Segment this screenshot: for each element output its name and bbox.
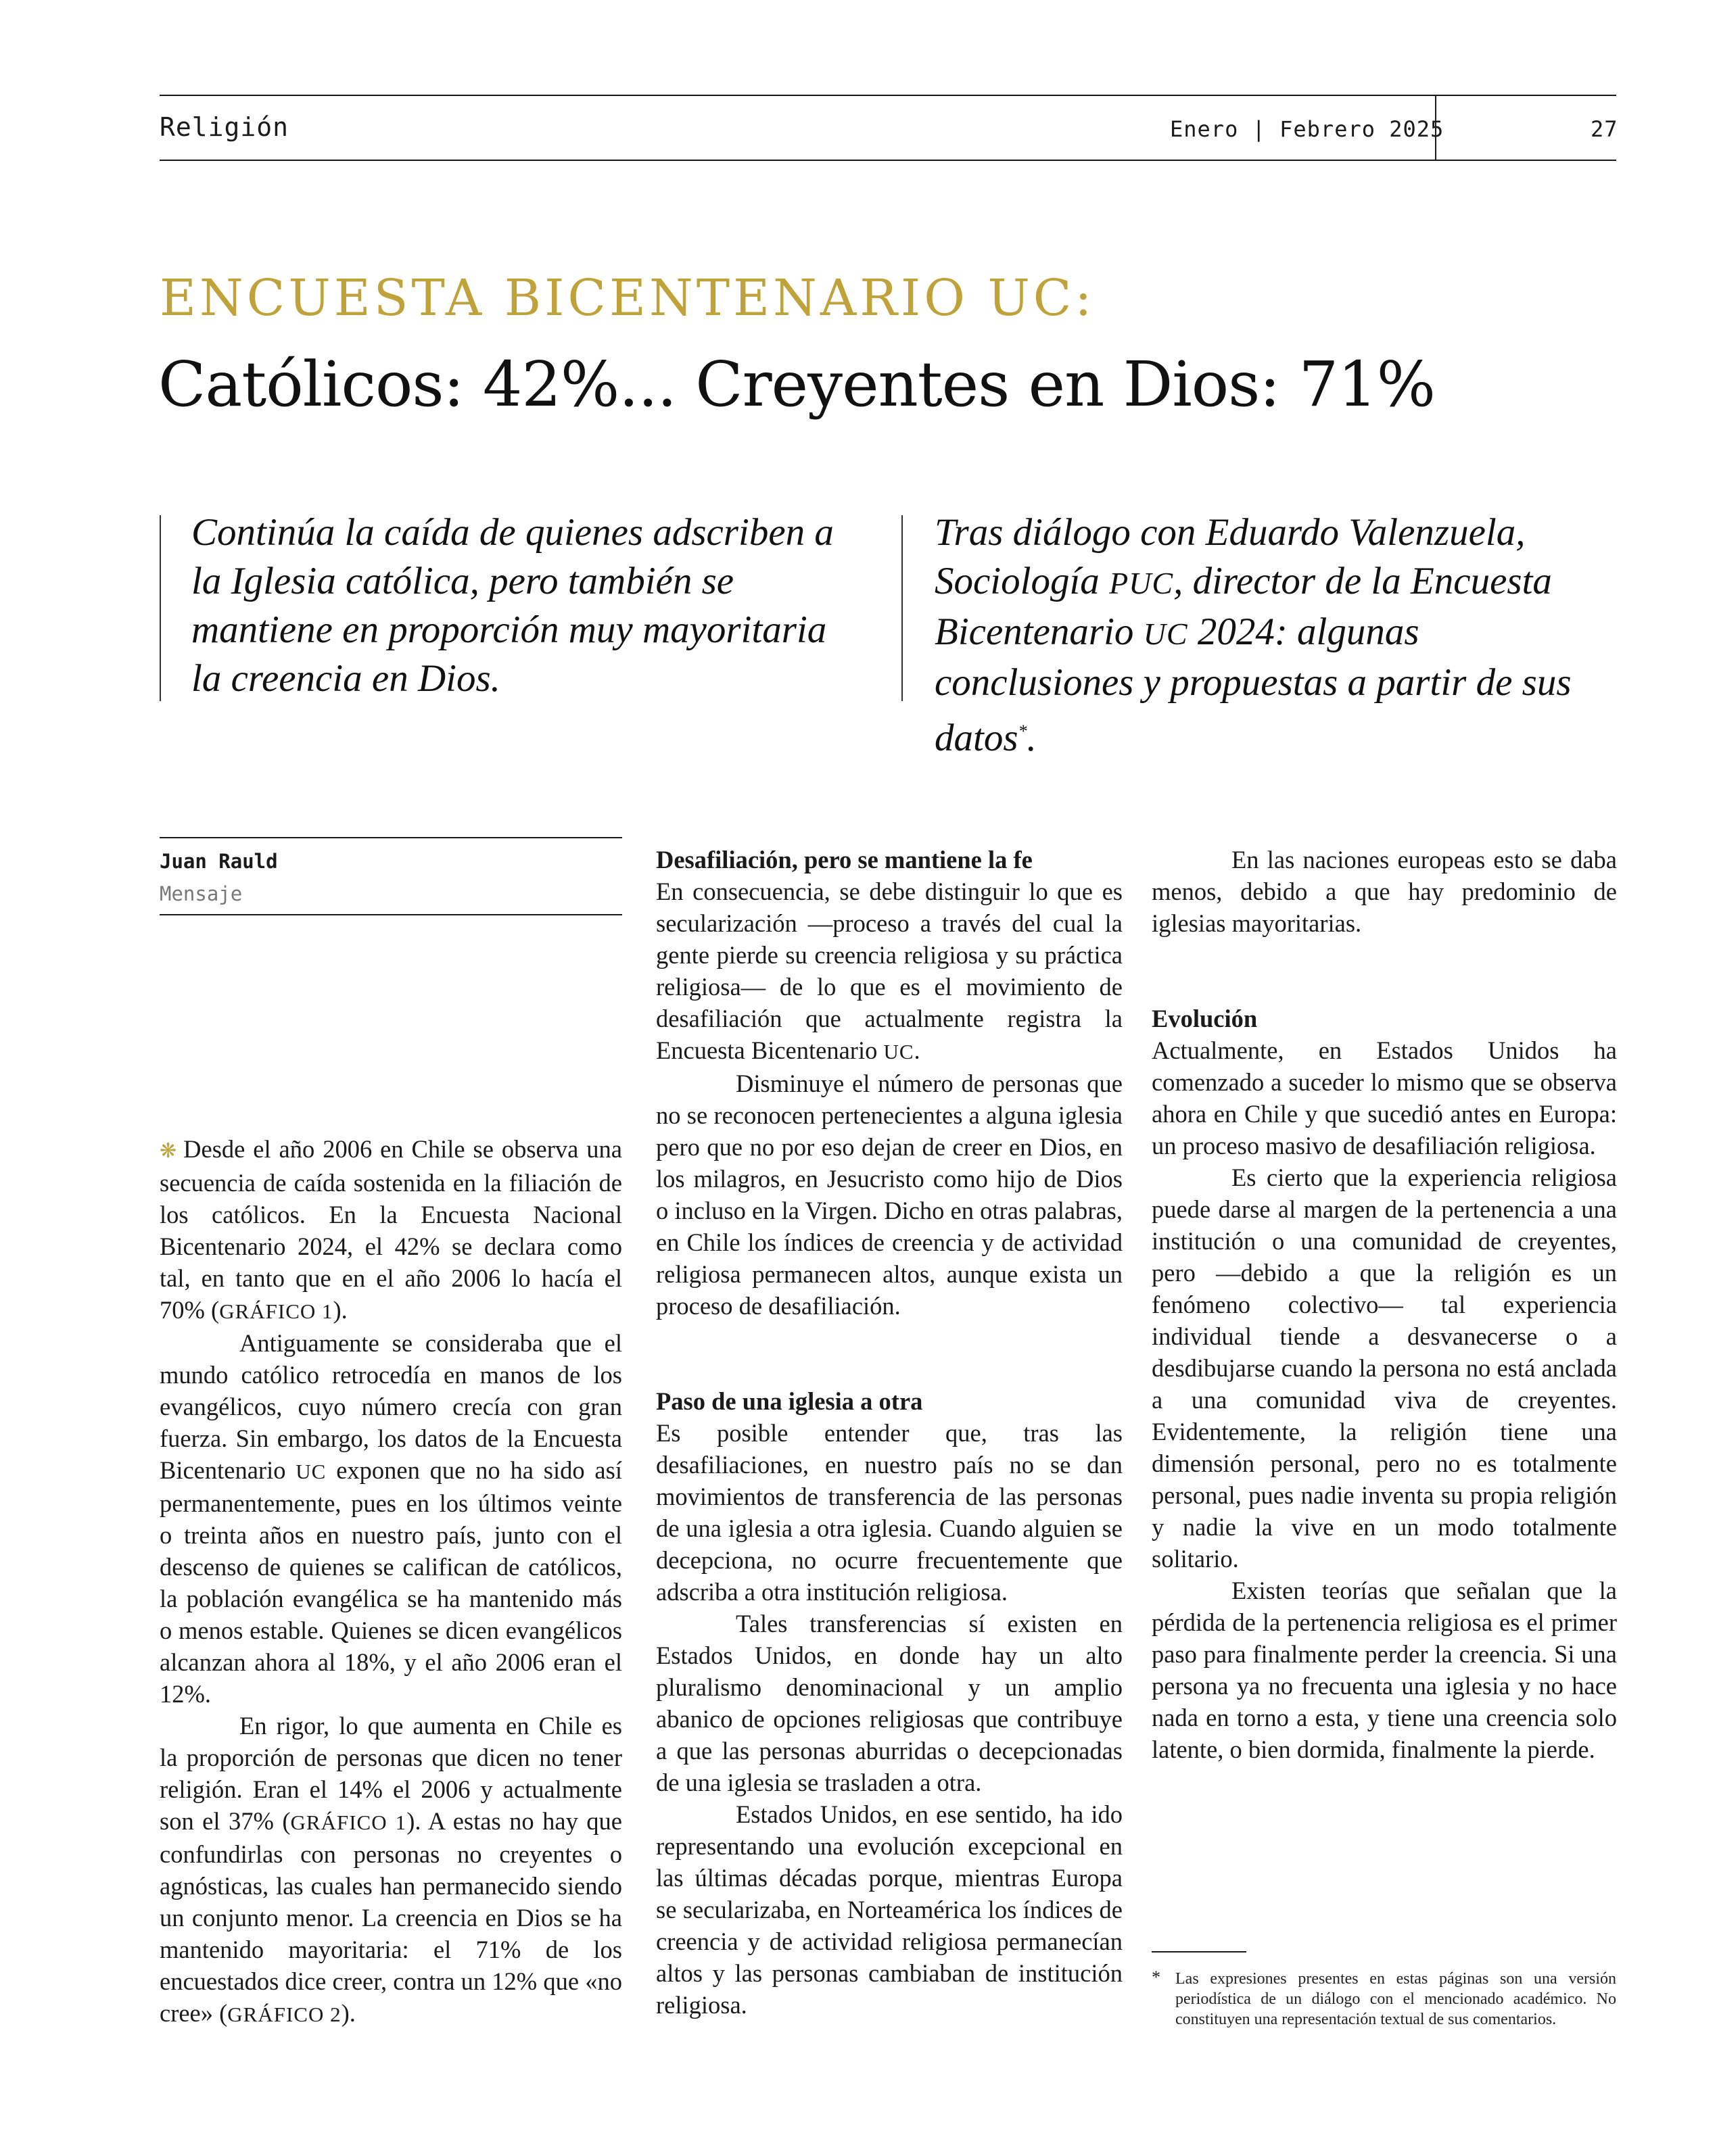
section-label: Religión xyxy=(160,112,289,142)
col2-subheading-1: Desafiliación, pero se mantiene la fe xyxy=(656,846,1033,873)
deck-right-rule xyxy=(901,515,903,701)
col1-paragraph-3 xyxy=(160,1710,622,2030)
footnote-mark: * xyxy=(1152,1967,1160,1987)
deck-right-text-1: Tras diálogo con Eduardo Valenzuela, Sociología xyxy=(935,511,1526,602)
author-name: Juan Rauld xyxy=(160,850,278,873)
header-bottom-rule xyxy=(160,160,1616,161)
footnote-rule xyxy=(1152,1951,1246,1953)
col2-gap xyxy=(656,1322,1123,1385)
deck-right-end: . xyxy=(1027,717,1037,759)
col3-gap xyxy=(1152,939,1617,1003)
col2-p1-uc: UC xyxy=(883,1040,914,1063)
author-publication: Mensaje xyxy=(160,882,243,905)
col2-paragraph-3: Es posible entender que, tras las desafiliaciones, en nuestro país no se dan movimientos de transferencia de las personas de una iglesia a otra iglesia. Cuando alguien se decepciona, no ocurre frecuentemente que adscriba a otra institución religiosa. xyxy=(656,1419,1123,1606)
col2-paragraph-2: Disminuye el número de personas que no se reconocen pertenecientes a alguna iglesia pero que no por eso dejan de creer en Dios, en los milagros, en Jesucristo como hijo de Dios o incluso en la Virgen. Dicho en otras palabras, en Chile los índices de creencia y de actividad religiosa permanecen altos, aunque exista un proceso de desafiliación. xyxy=(656,1070,1123,1320)
column-3 xyxy=(1152,844,1617,1765)
col1-paragraph-2 xyxy=(160,1327,622,1710)
deck-footnote-mark[interactable]: * xyxy=(1018,721,1027,741)
deck-left: Continúa la caída de quienes adscriben a la Iglesia católica, pero también se mantiene en proporción muy mayoritaria la creencia en Dios. xyxy=(191,511,834,700)
col1-p3-end: ). xyxy=(341,1999,356,2027)
deck-left-rule xyxy=(160,515,161,701)
col2-paragraph-4: Tales transferencias sí existen en Estados Unidos, en donde hay un alto pluralismo denominacional y un amplio abanico de opciones religiosas que contribuye a que las personas aburridas o decepcionadas de una iglesia se trasladen a otra. xyxy=(656,1610,1123,1796)
start-ornament-icon: ❋ xyxy=(160,1140,177,1162)
col1-p2-text-b: exponen que no ha sido así permanentemente, pues en los últimos veinte o treinta años en nuestro país, junto con el descenso de quienes se califican de católicos, la población evangélica se ha mantenido más o menos estable. Quienes se dicen evangélicos alcanzan ahora al 18%, y el año 2006 eran el 12%. xyxy=(160,1456,622,1708)
col1-p1-text: Desde el año 2006 en Chile se observa una secuencia de caída sostenida en la filiación de los católicos. En la Encuesta Nacional Bicentenario 2024, el 42% se declara como tal, en tanto que en el año 2006 lo hacía el 70% ( xyxy=(160,1135,622,1324)
author-bottom-rule xyxy=(160,914,622,915)
deck-right-uc: UC xyxy=(1143,617,1188,651)
col2-subheading-2: Paso de una iglesia a otra xyxy=(656,1387,923,1415)
col1-p3-chart-ref-2: GRÁFICO 2 xyxy=(227,2003,342,2026)
col3-paragraph-2: Actualmente, en Estados Unidos ha comenzado a suceder lo mismo que se observa ahora en Chile y que sucedió antes en Europa: un proceso masivo de desafiliación religiosa. xyxy=(1152,1036,1617,1159)
col3-paragraph-4: Existen teorías que señalan que la pérdida de la pertenencia religiosa es el primer paso para finalmente perder la creencia. Si una persona ya no frecuenta una iglesia y no hace nada en torno a esta, y tiene una creencia solo latente, o bien dormida, finalmente la pierde. xyxy=(1152,1577,1617,1763)
deck-right-text-2: , director de la Encuesta Bicentenario xyxy=(935,560,1552,653)
footnote-text: Las expresiones presentes en estas páginas son una versión periodística de un diálogo con el mencionado académico. No constituyen una representación textual de sus comentarios. xyxy=(1175,1970,1616,2028)
col2-p1-end: . xyxy=(914,1036,920,1064)
col3-subheading-1: Evolución xyxy=(1152,1005,1258,1032)
col2-paragraph-5: Estados Unidos, en ese sentido, ha ido representando una evolución excepcional en las últimas décadas porque, mientras Europa se secularizaba, en Norteamérica los índices de creencia y de actividad religiosa permanecían altos y las personas cambiaban de institución religiosa. xyxy=(656,1800,1123,2019)
article-kicker: ENCUESTA BICENTENARIO UC: xyxy=(160,269,1096,327)
col1-p3-text-b: ). A estas no hay que confundirlas con personas no creyentes o agnósticas, las cuales han permanecido siendo un conjunto menor. La creencia en Dios se ha mantenido mayoritaria: el 71% de los encuestados dice creer, contra un 12% que «no cree» ( xyxy=(160,1807,622,2027)
col2-paragraph-1 xyxy=(656,876,1123,1068)
col3-paragraph-3: Es cierto que la experiencia religiosa puede darse al margen de la pertenencia a una institución o una comunidad de creyentes, pero —debido a que la religión es un fenómeno colectivo— tal experiencia individual tiende a desvanecerse o a desdibujarse cuando la persona no está anclada a una comunidad viva de creyentes. Evidentemente, la religión tiene una dimensión personal, pero no es totalmente personal, pues nadie inventa su propia religión y nadie la vive en un modo totalmente solitario. xyxy=(1152,1164,1617,1573)
page-number: 27 xyxy=(1591,116,1618,142)
header-top-rule xyxy=(160,95,1616,96)
col1-p2-text-a: Antiguamente se consideraba que el mundo católico retrocedía en manos de los evangélicos, cuyo número crecía con gran fuerza. Sin embargo, los datos de la Encuesta Bicentenario xyxy=(160,1329,622,1484)
deck-right xyxy=(935,508,1618,763)
column-2 xyxy=(656,844,1123,2021)
deck-right-text-3: 2024: algunas conclusiones y propuestas a partir de sus datos xyxy=(935,610,1572,759)
author-top-rule xyxy=(160,837,622,838)
col1-p3-text-a: En rigor, lo que aumenta en Chile es la proporción de personas que dicen no tener religión. Eran el 14% el 2006 y actualmente son el 37% ( xyxy=(160,1712,622,1835)
col1-p1-chart-ref: GRÁFICO 1 xyxy=(219,1299,333,1323)
col1-p2-uc: UC xyxy=(296,1460,327,1483)
issue-date: Enero | Febrero 2025 xyxy=(1170,116,1444,142)
article-headline: Católicos: 42%... Creyentes en Dios: 71% xyxy=(158,348,1436,421)
col1-p1-end: ). xyxy=(333,1296,348,1324)
byline xyxy=(160,845,278,910)
col1-paragraph-1 xyxy=(160,1133,622,1327)
column-1 xyxy=(160,1133,622,2030)
col3-paragraph-1: En las naciones europeas esto se daba menos, debido a que hay predominio de iglesias mayoritarias. xyxy=(1152,846,1617,937)
col1-p3-chart-ref-1: GRÁFICO 1 xyxy=(290,1811,407,1834)
col2-p1-text: En consecuencia, se debe distinguir lo que es secularización —proceso a través del cual la gente pierde su creencia religiosa y su práctica religiosa— de lo que es el movimiento de desafiliación que actualmente registra la Encuesta Bicentenario xyxy=(656,878,1123,1064)
deck-right-puc: PUC xyxy=(1109,566,1174,600)
